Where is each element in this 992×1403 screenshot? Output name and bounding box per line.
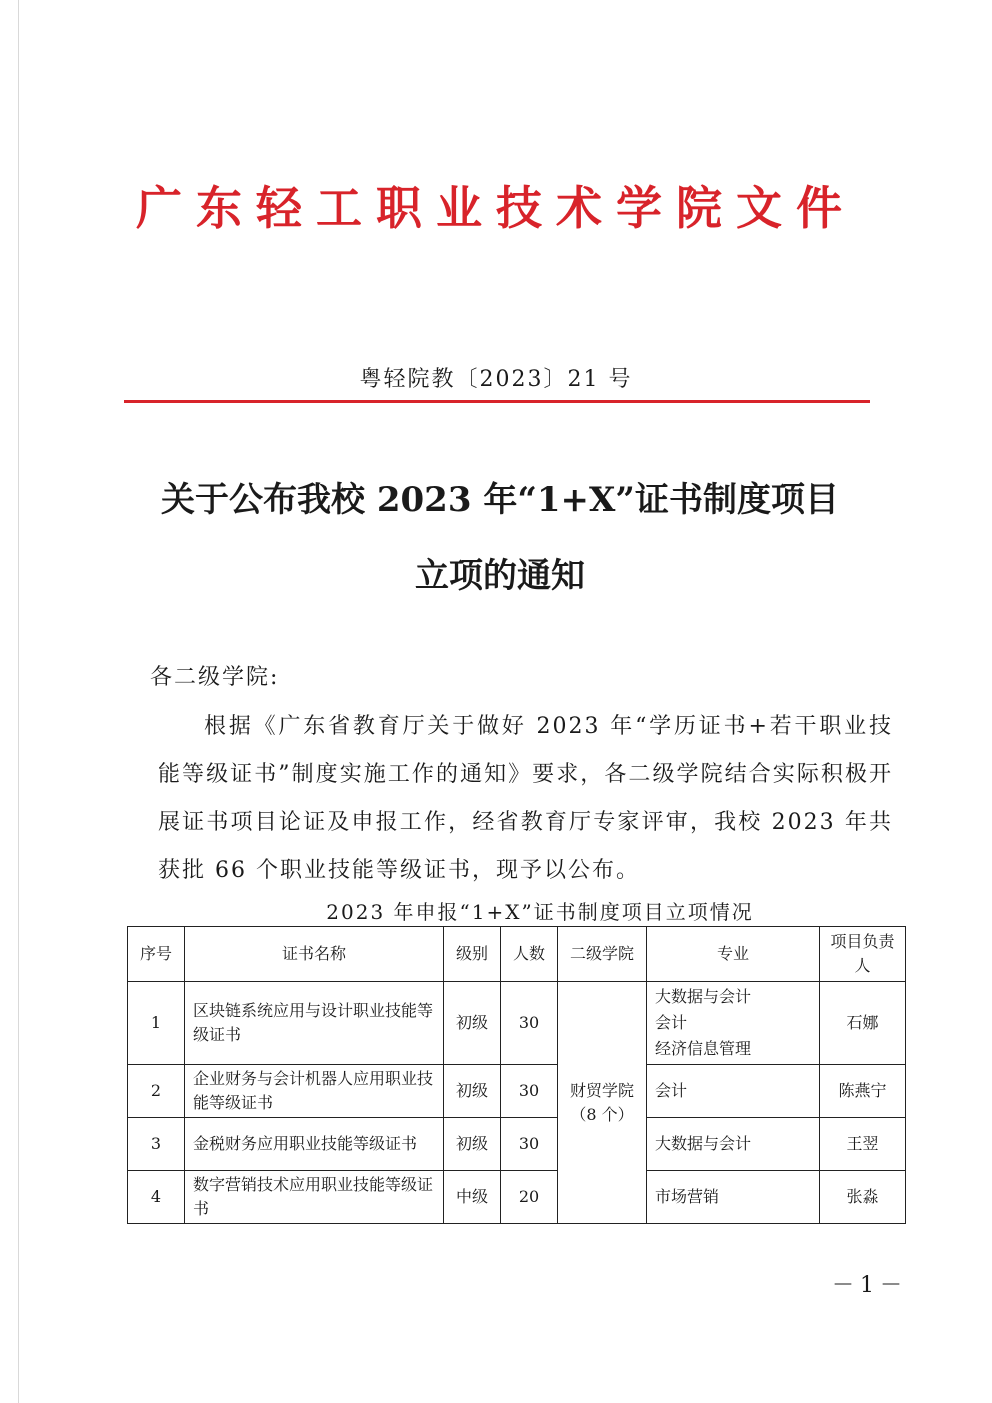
cell-cert-name: 区块链系统应用与设计职业技能等级证书 <box>185 982 444 1065</box>
table-caption: 2023 年申报“1+X”证书制度项目立项情况 <box>326 900 754 924</box>
org-title: 广东轻工职业技术学院文件 <box>136 181 856 235</box>
cell-cert-name: 数字营销技术应用职业技能等级证书 <box>185 1171 444 1224</box>
cell-cert-name: 企业财务与会计机器人应用职业技能等级证书 <box>185 1065 444 1118</box>
cell-count: 20 <box>501 1171 558 1224</box>
cell-college: 财贸学院（8 个） <box>558 982 647 1224</box>
cell-leader: 石娜 <box>820 982 906 1065</box>
table-row <box>128 1065 906 1118</box>
body-paragraph: 根据《广东省教育厅关于做好 2023 年“学历证书+若干职业技能等级证书”制度实施工作的通知》要求，各二级学院结合实际积极开展证书项目论证及申报工作，经省教育厅专家评审，我校 2023 年共获批 66 个职业技能等级证书，现予以公布。 <box>158 714 893 883</box>
cell-count: 30 <box>501 982 558 1065</box>
table-row <box>128 1118 906 1171</box>
header-count: 人数 <box>501 927 558 982</box>
salutation: 各二级学院: <box>150 665 280 690</box>
cell-major: 会计 <box>647 1065 820 1118</box>
cell-no: 4 <box>128 1171 185 1224</box>
header-cert-name: 证书名称 <box>185 927 444 982</box>
cell-no: 1 <box>128 982 185 1065</box>
cell-leader: 王翌 <box>820 1118 906 1171</box>
cell-cert-name: 金税财务应用职业技能等级证书 <box>185 1118 444 1171</box>
cell-level: 中级 <box>444 1171 501 1224</box>
header-major: 专业 <box>647 927 820 982</box>
notice-title-line1: 关于公布我校 2023 年“1+X”证书制度项目 <box>161 480 839 520</box>
table-header-row <box>128 927 906 982</box>
notice-title-line2: 立项的通知 <box>415 556 585 596</box>
cell-major <box>647 982 820 1065</box>
doc-number: 粤轻院教〔2023〕21 号 <box>359 367 633 392</box>
cell-leader: 张淼 <box>820 1171 906 1224</box>
major-item: 大数据与会计 <box>655 987 752 1006</box>
cell-level: 初级 <box>444 982 501 1065</box>
cell-count: 30 <box>501 1065 558 1118</box>
header-no: 序号 <box>128 927 185 982</box>
page-number: －1－ <box>832 1273 908 1298</box>
table-row <box>128 982 906 1065</box>
major-item: 会计 <box>655 1013 688 1032</box>
red-divider <box>124 400 870 403</box>
cell-leader: 陈燕宁 <box>820 1065 906 1118</box>
cell-no: 3 <box>128 1118 185 1171</box>
header-college: 二级学院 <box>558 927 647 982</box>
cell-count: 30 <box>501 1118 558 1171</box>
header-leader: 项目负责人 <box>820 927 906 982</box>
cell-level: 初级 <box>444 1065 501 1118</box>
cell-major: 大数据与会计 <box>647 1118 820 1171</box>
cell-level: 初级 <box>444 1118 501 1171</box>
table-row <box>128 1171 906 1224</box>
cell-major: 市场营销 <box>647 1171 820 1224</box>
cell-no: 2 <box>128 1065 185 1118</box>
project-table <box>127 926 906 1224</box>
major-item: 经济信息管理 <box>655 1039 752 1058</box>
header-level: 级别 <box>444 927 501 982</box>
